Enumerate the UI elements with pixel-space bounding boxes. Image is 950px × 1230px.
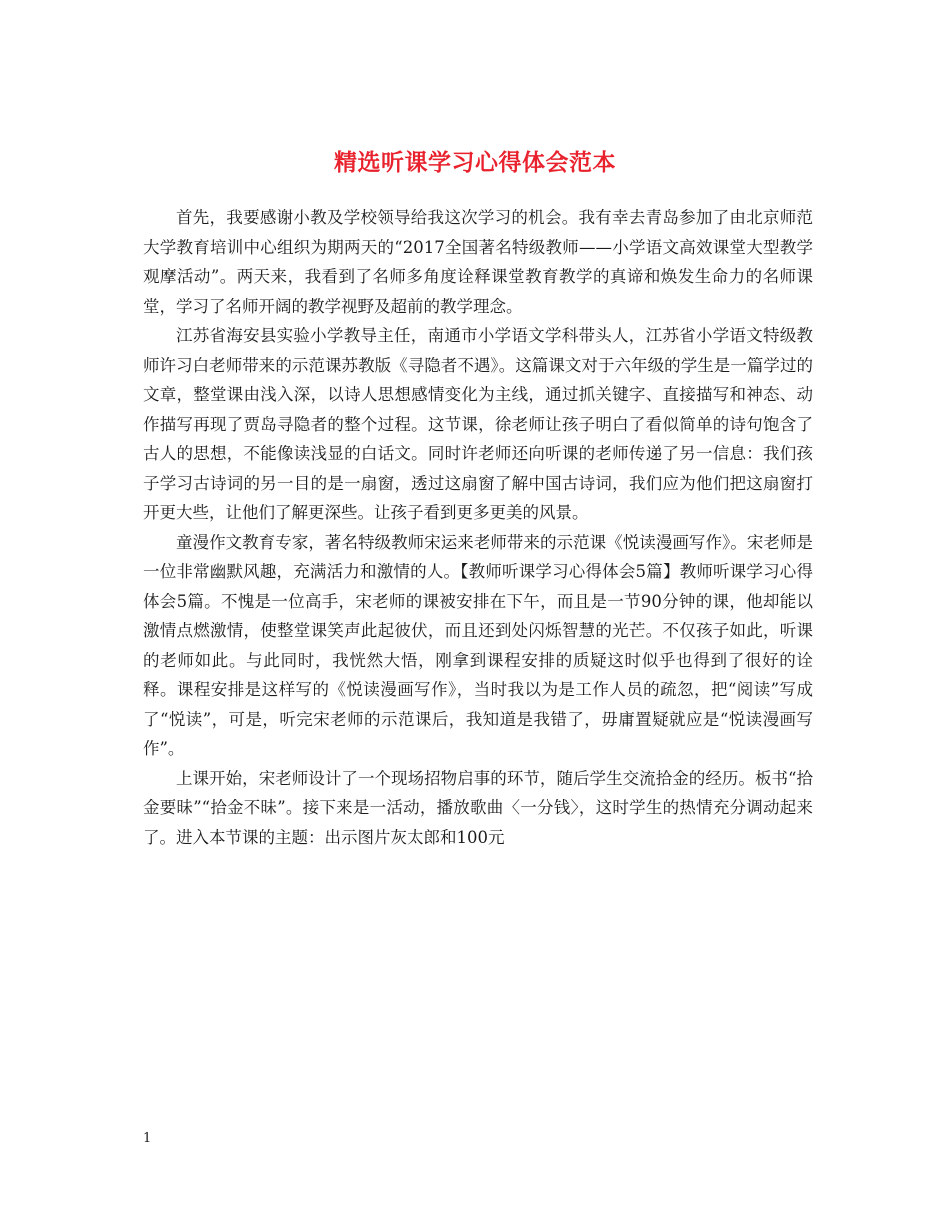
- body-paragraph-3: 童漫作文教育专家，著名特级教师宋运来老师带来的示范课《悦读漫画写作》。宋老师是一位非常幽默风趣，充满活力和激情的人。【教师听课学习心得体会5篇】教师听课学习心得体会5篇。不愧是一位高手，宋老师的课被安排在下午，而且是一节90分钟的课，他却能以激情点燃激情，使整堂课笑声此起彼伏，而且还到处闪烁智慧的光芒。不仅孩子如此，听课的老师如此。与此同时，我恍然大悟，刚拿到课程安排的质疑这时似乎也得到了很好的诠释。课程安排是这样写的《悦读漫画写作》，当时我以为是工作人员的疏忽，把“阅读”写成了“悦读”，可是，听完宋老师的示范课后，我知道是我错了，毋庸置疑就应是“悦读漫画写作”。: [143, 532, 813, 758]
- document-body: [143, 203, 813, 852]
- body-paragraph-2: 江苏省海安县实验小学教导主任，南通市小学语文学科带头人，江苏省小学语文特级教师许习白老师带来的示范课苏教版《寻隐者不遇》。这篇课文对于六年级的学生是一篇学过的文章，整堂课由浅入深，以诗人思想感情变化为主线，通过抓关键字、直接描写和神态、动作描写再现了贾岛寻隐者的整个过程。这节课，徐老师让孩子明白了看似简单的诗句饱含了古人的思想，不能像读浅显的白话文。同时许老师还向听课的老师传递了另一信息：我们孩子学习古诗词的另一目的是一扇窗，透过这扇窗了解中国古诗词，我们应为他们把这扇窗打开更大些，让他们了解更深些。让孩子看到更多更美的风景。: [143, 326, 813, 522]
- body-paragraph-1: 首先，我要感谢小教及学校领导给我这次学习的机会。我有幸去青岛参加了由北京师范大学教育培训中心组织为期两天的“2017全国著名特级教师——小学语文高效课堂大型教学观摩活动”。两天来，我看到了名师多角度诠释课堂教育教学的真谛和焕发生命力的名师课堂，学习了名师开阔的教学视野及超前的教学理念。: [143, 208, 813, 316]
- page-number: 1: [143, 1131, 152, 1146]
- document-title: 精选听课学习心得体会范本: [334, 150, 616, 177]
- body-paragraph-4: 上课开始，宋老师设计了一个现场招物启事的环节，随后学生交流拾金的经历。板书“拾金要昧”“拾金不昧”。接下来是一活动，播放歌曲〈一分钱〉，这时学生的热情充分调动起来了。进入本节课的主题：出示图片灰太郎和100元: [143, 768, 813, 847]
